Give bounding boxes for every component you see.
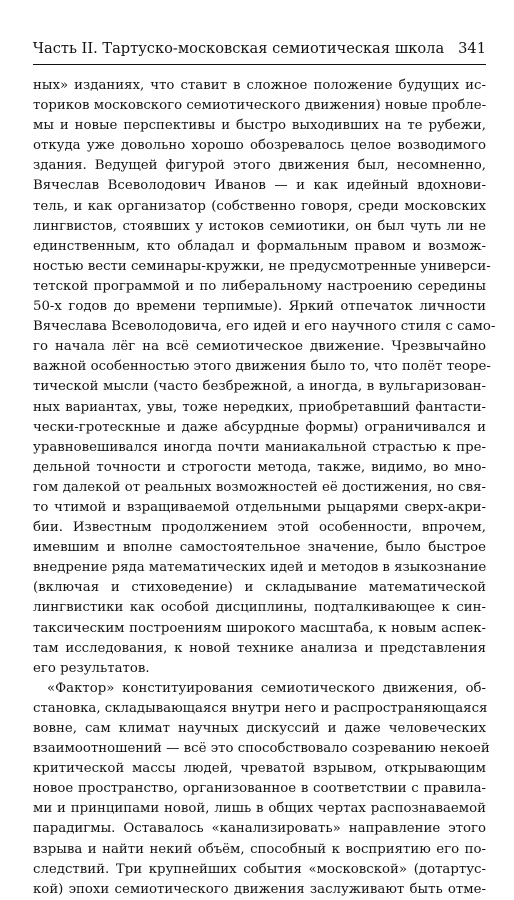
text-line: Вячеслава Всеволодовича, его идей и его научного стиля с само- [33, 319, 496, 335]
text-line: уравновешивался иногда почти маниакальной страстью к пре- [33, 439, 486, 455]
running-head [33, 40, 486, 62]
text-line: становка, складывающаяся внутри него и распространяющаяся [33, 700, 488, 716]
text-line: 50-х годов до времени терпимые). Яркий отпечаток личности [33, 299, 486, 315]
paragraph-last-line: его результатов. [33, 660, 150, 676]
header-rule [33, 64, 486, 65]
text-line: Вячеслав Всеволодович Иванов — и как идейный вдохнови- [33, 178, 486, 194]
text-line: новое пространство, организованное в соответствии с правила- [33, 781, 486, 797]
text-line: ми и принципами новой, лишь в общих чертах распознаваемой [33, 801, 486, 817]
text-line: (включая и стиховедение) и складывание математической [33, 580, 486, 596]
text-line: откуда уже довольно хорошо обозревалось целое возводимого [33, 138, 486, 154]
text-line: таксическим построениям широкого масштаба, к новым аспек- [33, 620, 486, 636]
text-line: тетской программой и по либеральному настроению середины [33, 278, 486, 294]
text-line: тической мысли (часто безбрежной, а иногда, в вульгаризован- [33, 379, 486, 395]
text-line: чески-гротескные и даже абсурдные формы) ограничивался и [33, 419, 486, 435]
text-line: ностью вести семинары-кружки, не предусмотренные универси- [33, 258, 491, 274]
page-number: 341 [458, 40, 486, 57]
text-line: там исследования, к новой технике анализа и представления [33, 640, 486, 656]
text-line: единственным, кто обладал и формальным правом и возмож- [33, 238, 486, 254]
text-line: имевшим и вполне самостоятельное значение, было быстрое [33, 540, 486, 556]
text-line: то чтимой и взращиваемой отдельными рыцарями сверх-акри- [33, 499, 486, 515]
text-line: взаимоотношений — всё это способствовало созреванию некоей [33, 741, 490, 757]
text-line: дельной точности и строгости метода, также, видимо, во мно- [33, 459, 486, 475]
text-line: тель, и как организатор (собственно говоря, среди московских [33, 198, 486, 214]
running-title: Часть II. Тартуско-московская семиотическая школа [32, 40, 445, 57]
text-line: критической массы людей, чреватой взрывом, открывающим [33, 761, 486, 777]
text-line: бии. Известным продолжением этой особенности, впрочем, [33, 520, 486, 536]
text-line: лингвистики как особой дисциплины, подталкивающее к син- [33, 600, 486, 616]
text-line: следствий. Три крупнейших события «московской» (дотартус- [33, 861, 486, 877]
text-line: ных вариантах, увы, тоже нередких, приобретавший фантасти- [33, 399, 486, 415]
body-text [33, 76, 496, 900]
paragraph-first-line: «Фактор» конституирования семиотического движения, об- [47, 680, 486, 696]
text-line: важной особенностью этого движения было то, что полёт теоре- [33, 359, 491, 375]
text-line: вовне, сам климат научных дискуссий и даже человеческих [33, 721, 486, 736]
text-line: мы и новые перспективы и быстро выходивших на те рубежи, [33, 118, 486, 134]
text-line: ных» изданиях, что ставит в сложное положение будущих ис- [33, 78, 486, 93]
text-line: взрыва и найти некий объём, способный к восприятию его по- [33, 841, 486, 857]
text-line: го начала лёг на всё семиотическое движение. Чрезвычайно [33, 339, 486, 355]
text-line: внедрение ряда математических идей и методов в языкознание [33, 560, 487, 576]
text-line: парадигмы. Оставалось «канализировать» направление этого [33, 821, 486, 837]
text-line: здания. Ведущей фигурой этого движения был, несомненно, [33, 158, 486, 174]
text-line: лингвистов, стоявших у истоков семиотики, он был чуть ли не [33, 218, 486, 234]
text-line: гом далекой от реальных возможностей её достижения, но свя- [33, 479, 486, 495]
text-line: ториков московского семиотического движения) новые пробле- [33, 98, 487, 114]
text-line: кой) эпохи семиотического движения заслуживают быть отме- [33, 881, 486, 897]
